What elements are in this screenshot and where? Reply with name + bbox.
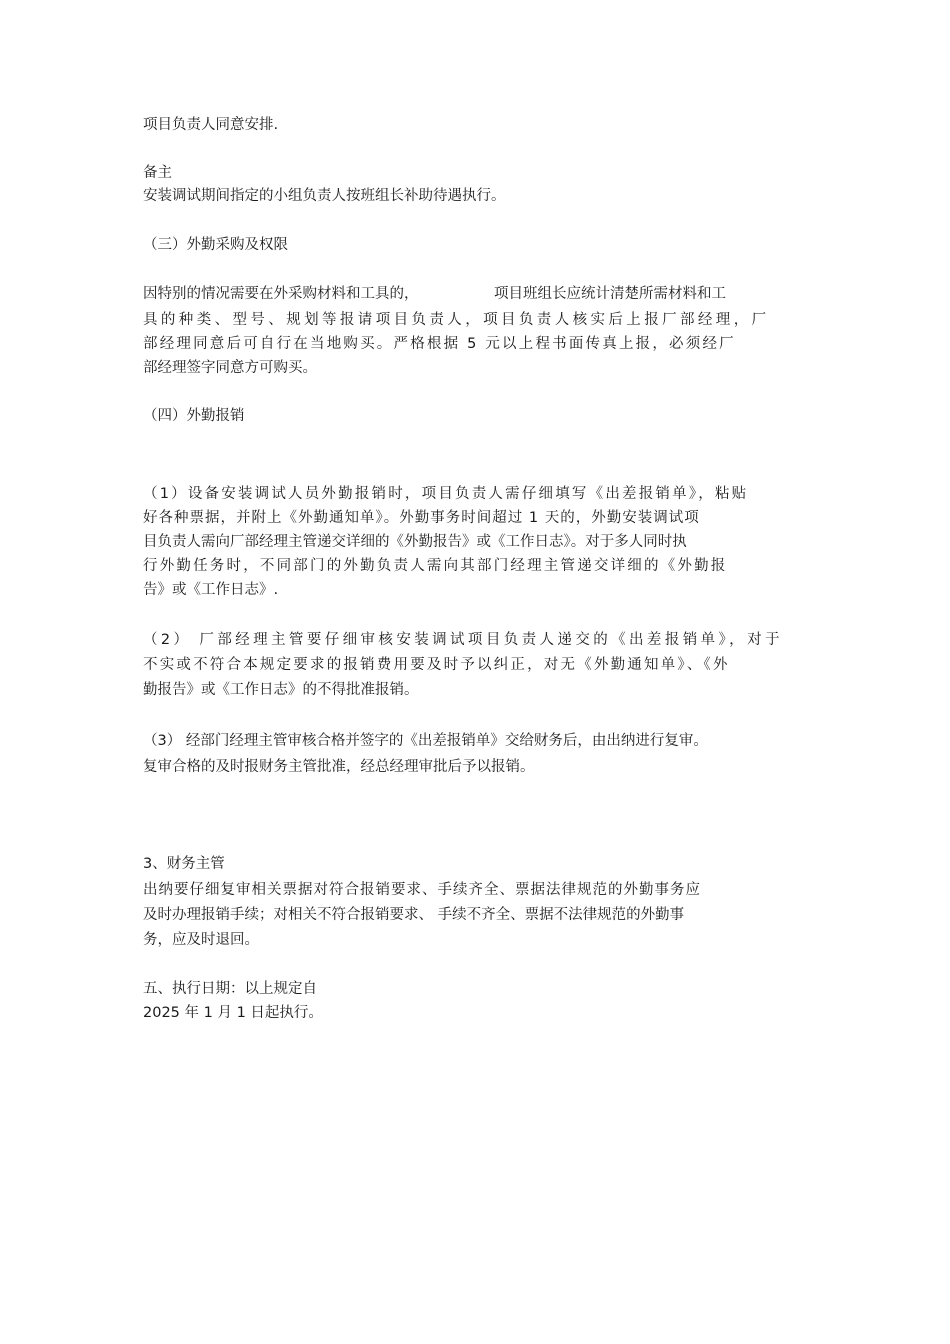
finance-line-1: 出纳要仔细复审相关票据对符合报销要求、手续齐全、票据法律规范的外勤事务应 (143, 882, 701, 898)
item-1-line-4: 行外勤任务时，不同部门的外勤负责人需向其部门经理主管递交详细的《外勤报 (143, 558, 728, 574)
item-3-line-1: （3） 经部门经理主管审核合格并签字的《出差报销单》交给财务后，由出纳进行复审。 (143, 733, 708, 749)
section-3-line-1b: 项目班组长应统计清楚所需材料和工 (494, 286, 726, 302)
finance-line-3: 务，应及时退回。 (143, 932, 259, 948)
item-2-line-1: （2） 厂部经理主管要仔细审核安装调试项目负责人递交的《出差报销单》，对于 (143, 632, 783, 648)
note-text: 安装调试期间指定的小组负责人按班组长补助待遇执行。 (143, 188, 506, 204)
item-1-line-2: 好各种票据，并附上《外勤通知单》。外勤事务时间超过 1 天的，外勤安装调试项 (143, 510, 700, 526)
section-3-line-3: 部经理同意后可自行在当地购买。严格根据 5 元以上程书面传真上报，必须经厂 (143, 336, 736, 352)
finance-heading: 3、财务主管 (143, 856, 225, 872)
section-3-line-1a: 因特别的情况需要在外采购材料和工具的， (143, 286, 419, 302)
section-3-line-4: 部经理签字同意方可购买。 (143, 360, 317, 376)
note-title: 备主 (143, 165, 172, 181)
item-3-line-2: 复审合格的及时报财务主管批准，经总经理审批后予以报销。 (143, 759, 535, 775)
paragraph-intro: 项目负责人同意安排. (143, 117, 279, 133)
execution-date: 2025 年 1 月 1 日起执行。 (143, 1005, 323, 1021)
item-2-line-2: 不实或不符合本规定要求的报销费用要及时予以纠正，对无《外勤通知单》、《外 (143, 657, 730, 673)
item-2-line-3: 勤报告》或《工作日志》的不得批准报销。 (143, 682, 419, 698)
item-1-line-1: （1）设备安装调试人员外勤报销时，项目负责人需仔细填写《出差报销单》，粘贴 (143, 486, 749, 502)
finance-line-2: 及时办理报销手续；对相关不符合报销要求、 手续不齐全、票据不法律规范的外勤事 (143, 907, 685, 923)
item-1-line-5: 告》或《工作日志》. (143, 582, 279, 598)
section-3-heading: （三）外勤采购及权限 (143, 237, 288, 253)
section-4-heading: （四）外勤报销 (143, 408, 245, 424)
execution-heading: 五、执行日期：以上规定自 (143, 981, 317, 997)
section-3-line-2: 具的种类、型号、规划等报请项目负责人，项目负责人核实后上报厂部经理，厂 (143, 312, 770, 328)
item-1-line-3: 目负责人需向厂部经理主管递交详细的《外勤报告》或《工作日志》。对于多人同时执 (143, 534, 687, 550)
